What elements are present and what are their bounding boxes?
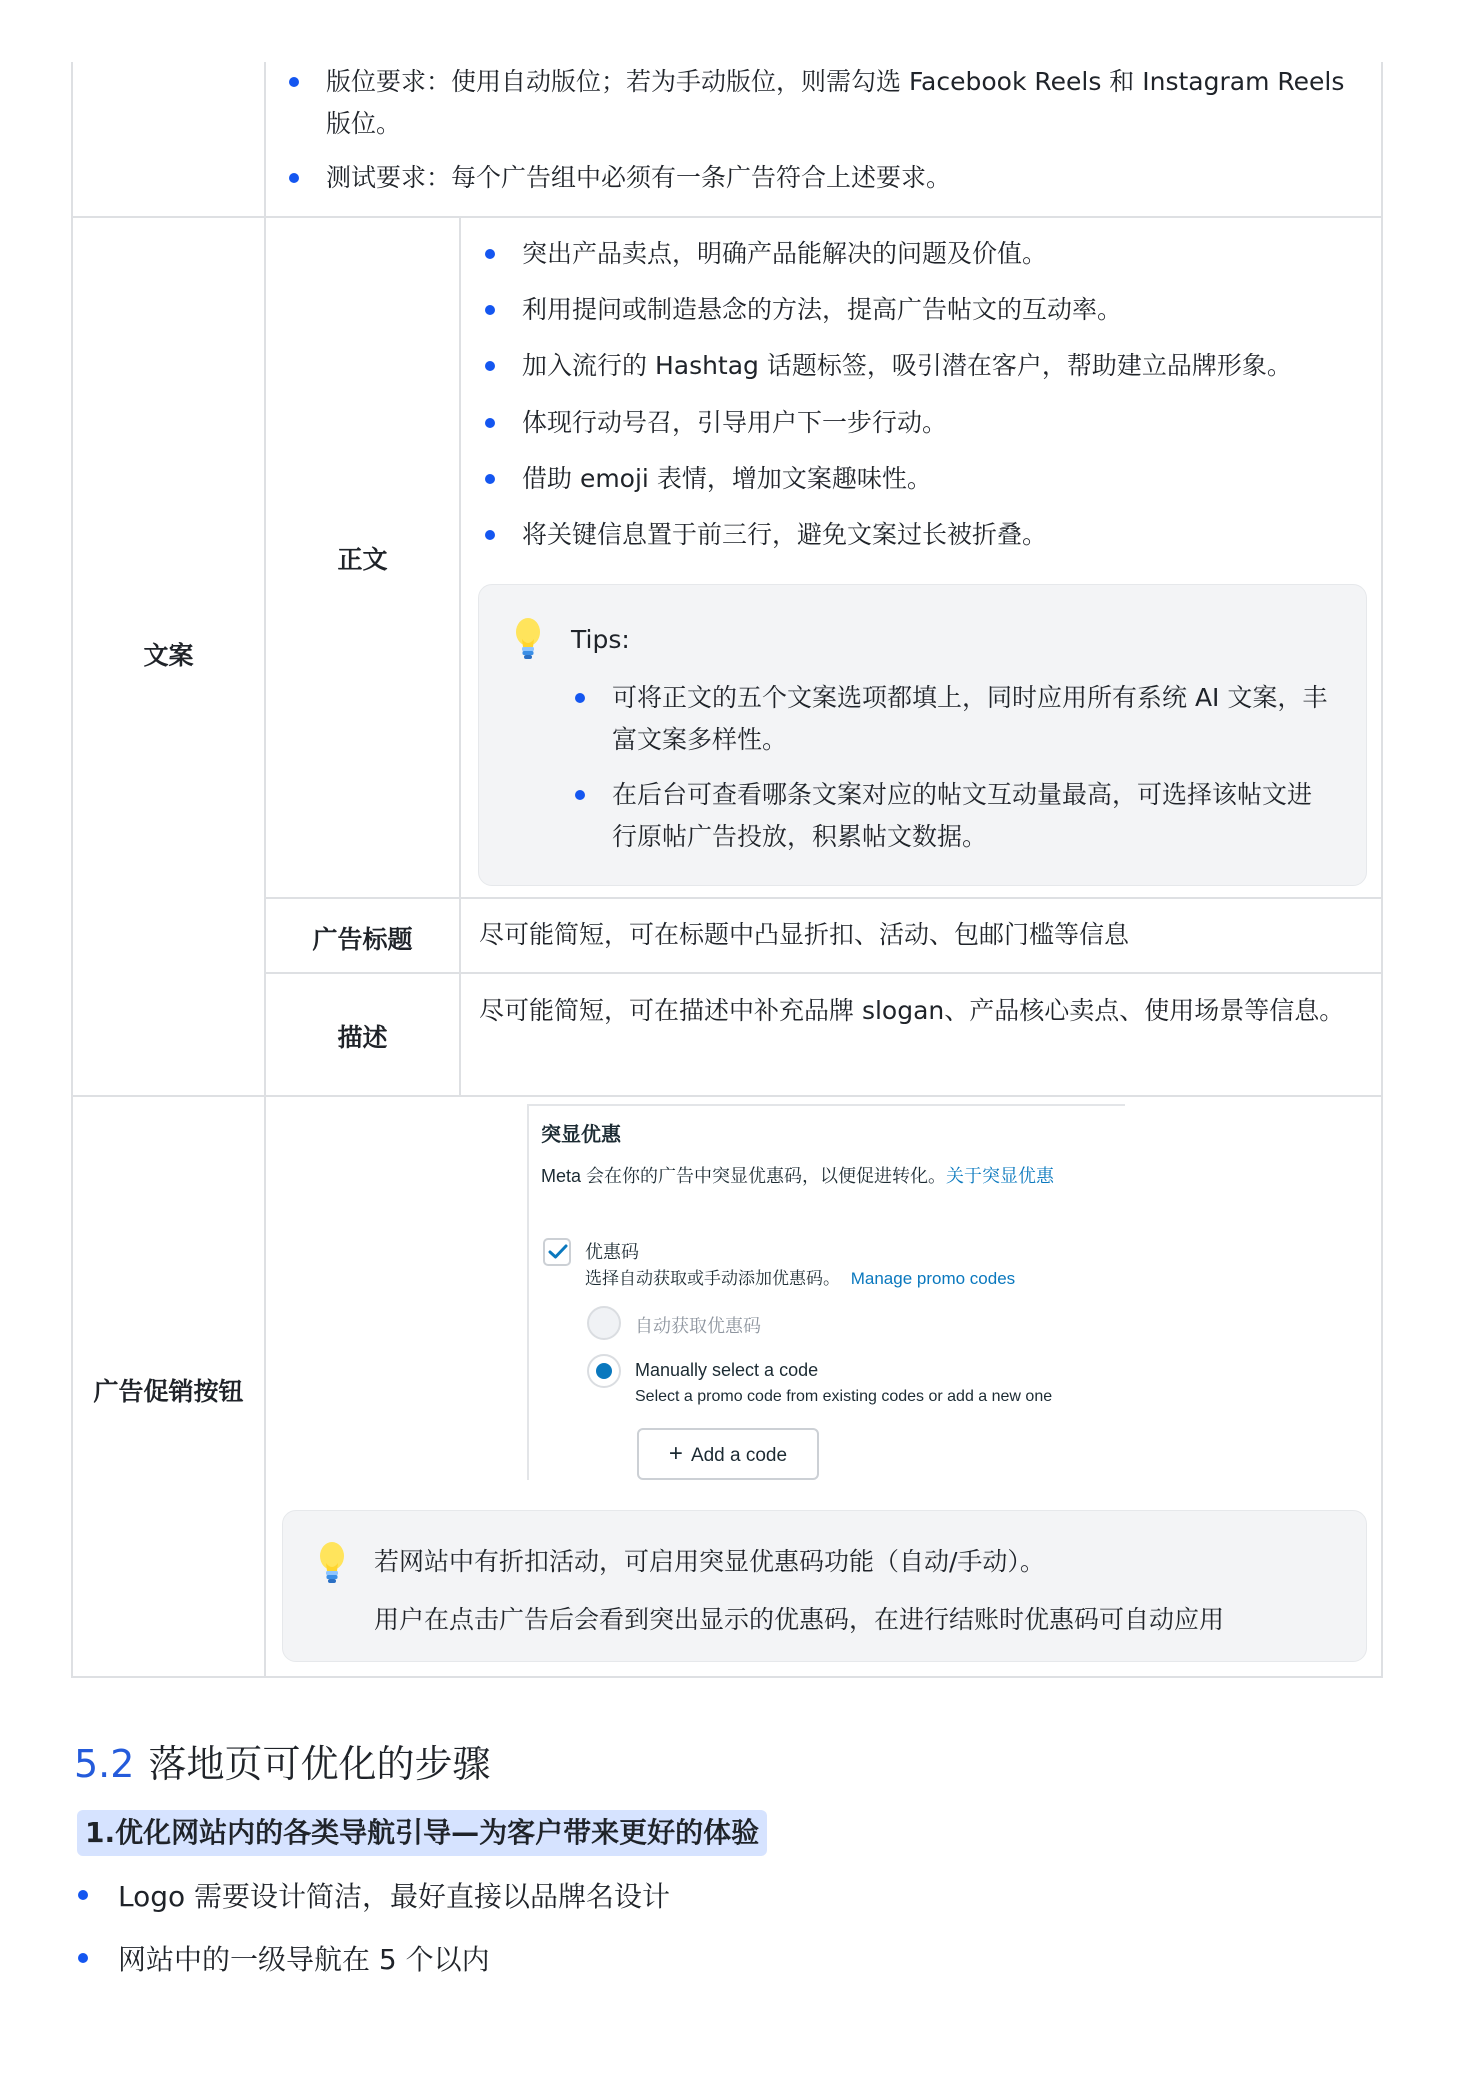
section-number: 5.2: [74, 1742, 135, 1786]
table-row-divider: [264, 897, 1383, 899]
tips-callout: [478, 584, 1367, 886]
row-label-body: 正文: [337, 545, 388, 574]
radio-manual-label: Manually select a code: [635, 1360, 819, 1380]
radio-auto[interactable]: [587, 1306, 621, 1340]
list-item: 体现行动号召，引导用户下一步行动。: [485, 402, 1365, 444]
list-item: 利用提问或制造悬念的方法，提高广告帖文的互动率。: [485, 289, 1365, 331]
tips-item: 在后台可查看哪条文案对应的帖文互动量最高，可选择该帖文进行原帖广告投放，积累帖文数据。: [575, 774, 1335, 858]
callout-line-1: 若网站中有折扣活动，可启用突显优惠码功能（自动/手动）。: [374, 1547, 1045, 1576]
callout-line-2: 用户在点击广告后会看到突出显示的优惠码，在进行结账时优惠码可自动应用: [374, 1605, 1225, 1634]
plus-icon: +: [668, 1440, 683, 1467]
radio-manual[interactable]: [587, 1354, 621, 1388]
list-item: 将关键信息置于前三行，避免文案过长被折叠。: [485, 514, 1365, 556]
section-title: 落地页可优化的步骤: [148, 1742, 491, 1786]
list-item: 网站中的一级导航在 5 个以内: [78, 1937, 1278, 1983]
lightbulb-icon: [317, 1541, 347, 1585]
table-border-right: [1381, 62, 1383, 1678]
list-item: 加入流行的 Hashtag 话题标签，吸引潜在客户，帮助建立品牌形象。: [485, 345, 1365, 387]
description-guidance: 尽可能简短，可在描述中补充品牌 slogan、产品核心卖点、使用场景等信息。: [479, 996, 1345, 1025]
table-border-bottom: [71, 1676, 1383, 1678]
lightbulb-icon: [513, 617, 543, 661]
promo-callout: [282, 1510, 1367, 1662]
row-label-copy: 文案: [143, 641, 194, 670]
table-divider-col2: [459, 217, 461, 1097]
list-item: Logo 需要设计简洁，最好直接以品牌名设计: [78, 1874, 1278, 1920]
checkmark-icon: [548, 1244, 568, 1260]
list-item: 借助 emoji 表情，增加文案趣味性。: [485, 458, 1365, 500]
radio-manual-sub: Select a promo code from existing codes or add a new one: [635, 1388, 1053, 1405]
list-item: 测试要求：每个广告组中必须有一条广告符合上述要求。: [289, 157, 1359, 199]
table-row-divider: [71, 1095, 1383, 1097]
about-link[interactable]: 关于突显优惠: [946, 1166, 1055, 1186]
section-heading: [74, 1736, 490, 1792]
tips-item: 可将正文的五个文案选项都填上，同时应用所有系统 AI 文案，丰富文案多样性。: [575, 677, 1335, 761]
table-border-left: [71, 62, 73, 1678]
radio-auto-label: 自动获取优惠码: [635, 1316, 761, 1336]
promo-code-checkbox[interactable]: [543, 1238, 571, 1266]
table-row-divider: [71, 216, 1383, 218]
list-item: 版位要求：使用自动版位；若为手动版位，则需勾选 Facebook Reels 和 Instagram Reels 版位。: [289, 61, 1359, 145]
headline-guidance: 尽可能简短，可在标题中凸显折扣、活动、包邮门槛等信息: [479, 920, 1130, 949]
add-code-button[interactable]: + Add a code: [637, 1428, 819, 1480]
table-row-divider: [264, 972, 1383, 974]
screenshot-title: 突显优惠: [541, 1124, 621, 1146]
manage-promo-codes-link[interactable]: Manage promo codes: [850, 1269, 1016, 1288]
row-label-description: 描述: [337, 1023, 388, 1052]
checkbox-label: 优惠码: [585, 1242, 639, 1262]
checkbox-sub: 选择自动获取或手动添加优惠码。 Manage promo codes: [585, 1269, 1016, 1288]
list-item: 突出产品卖点，明确产品能解决的问题及价值。: [485, 233, 1365, 275]
tips-title: Tips:: [571, 625, 630, 654]
row-label-promo-button: 广告促销按钮: [93, 1377, 244, 1406]
promo-code-screenshot: [527, 1104, 1125, 1480]
screenshot-desc: Meta 会在你的广告中突显优惠码，以便促进转化。关于突显优惠: [541, 1166, 1055, 1186]
table-divider-col1: [264, 62, 266, 1678]
subheading-highlight: 1.优化网站内的各类导航引导—为客户带来更好的体验: [77, 1810, 767, 1856]
row-label-headline: 广告标题: [312, 925, 413, 954]
